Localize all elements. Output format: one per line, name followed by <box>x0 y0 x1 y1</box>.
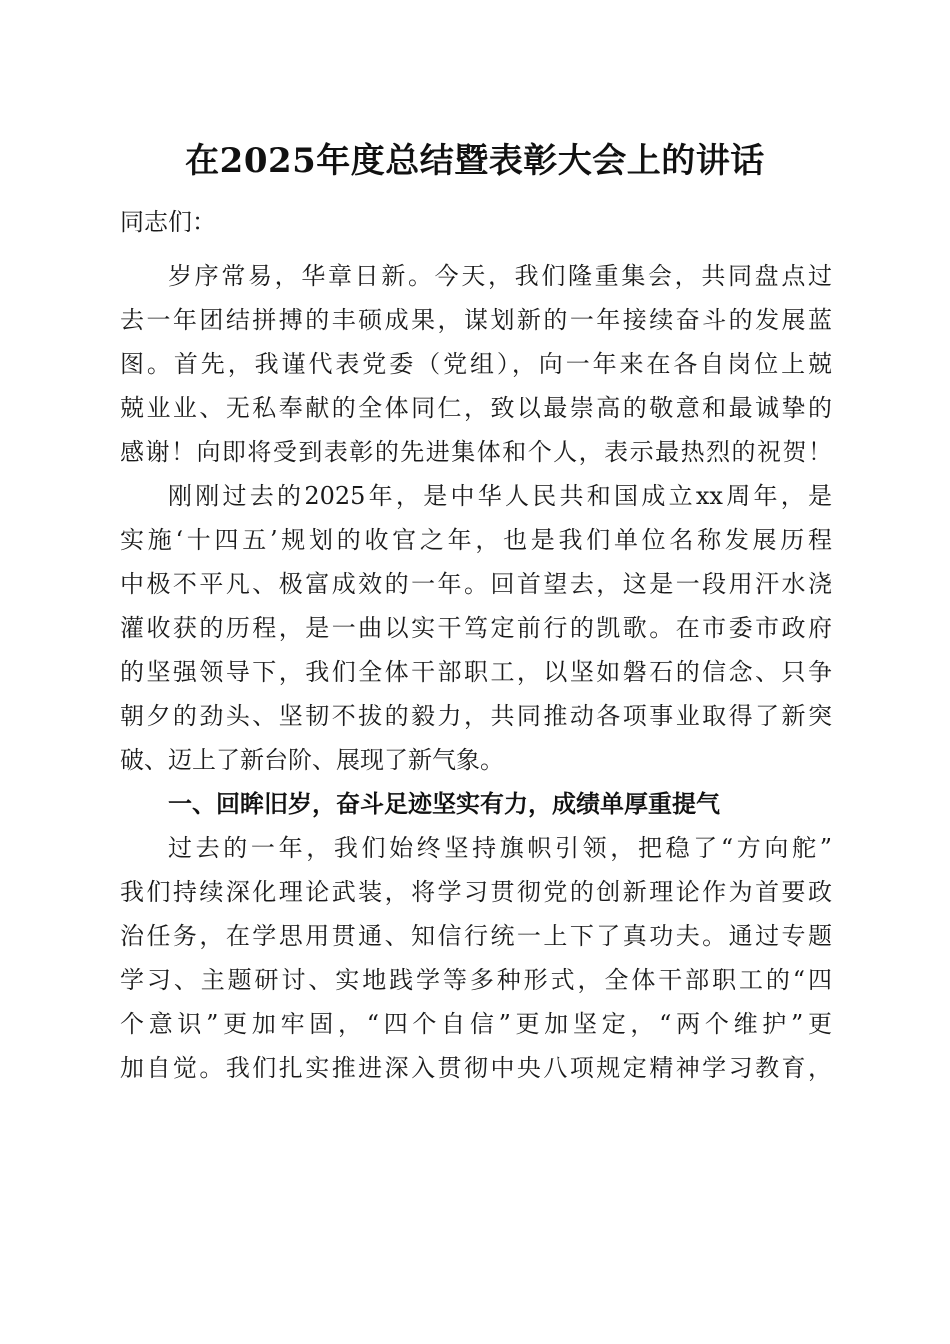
paragraph-1-line: 岁序常易，华章日新。今天，我们隆重集会，共同盘点过 <box>168 262 832 290</box>
paragraph-1-line: 感谢！向即将受到表彰的先进集体和个人，表示最热烈的祝贺！ <box>120 438 832 466</box>
paragraph-2-line: 中极不平凡、极富成效的一年。回首望去，这是一段用汗水浇 <box>120 570 832 598</box>
paragraph-1-line: 兢业业、无私奉献的全体同仁，致以最崇高的敬意和最诚挚的 <box>120 394 832 422</box>
document-title: 在2025年度总结暨表彰大会上的讲话 <box>185 141 765 181</box>
paragraph-3-line: 过去的一年，我们始终坚持旗帜引领，把稳了“方向舵” <box>168 834 832 862</box>
paragraph-3-line: 个意识”更加牢固，“四个自信”更加坚定，“两个维护”更 <box>120 1010 832 1038</box>
paragraph-1-line: 去一年团结拼搏的丰硕成果，谋划新的一年接续奋斗的发展蓝 <box>120 306 832 334</box>
salutation: 同志们： <box>120 208 216 236</box>
paragraph-3-line: 加自觉。我们扎实推进深入贯彻中央八项规定精神学习教育， <box>120 1054 832 1082</box>
paragraph-3-line: 治任务，在学思用贯通、知信行统一上下了真功夫。通过专题 <box>120 922 832 950</box>
paragraph-2-line: 灌收获的历程，是一曲以实干笃定前行的凯歌。在市委市政府 <box>120 614 832 642</box>
section-heading: 一、回眸旧岁，奋斗足迹坚实有力，成绩单厚重提气 <box>168 790 720 818</box>
paragraph-3-line: 学习、主题研讨、实地践学等多种形式，全体干部职工的“四 <box>120 966 832 994</box>
paragraph-1-line: 图。首先，我谨代表党委（党组），向一年来在各自岗位上兢 <box>120 350 832 378</box>
paragraph-2-line: 朝夕的劲头、坚韧不拔的毅力，共同推动各项事业取得了新突 <box>120 702 832 730</box>
paragraph-2-line: 实施‘十四五’规划的收官之年，也是我们单位名称发展历程 <box>120 526 832 554</box>
paragraph-2-line: 破、迈上了新台阶、展现了新气象。 <box>120 746 504 774</box>
paragraph-3-line: 我们持续深化理论武装，将学习贯彻党的创新理论作为首要政 <box>120 878 832 906</box>
paragraph-2-line: 的坚强领导下，我们全体干部职工，以坚如磐石的信念、只争 <box>120 658 832 686</box>
paragraph-2-line: 刚刚过去的2025年，是中华人民共和国成立xx周年，是 <box>168 482 832 510</box>
